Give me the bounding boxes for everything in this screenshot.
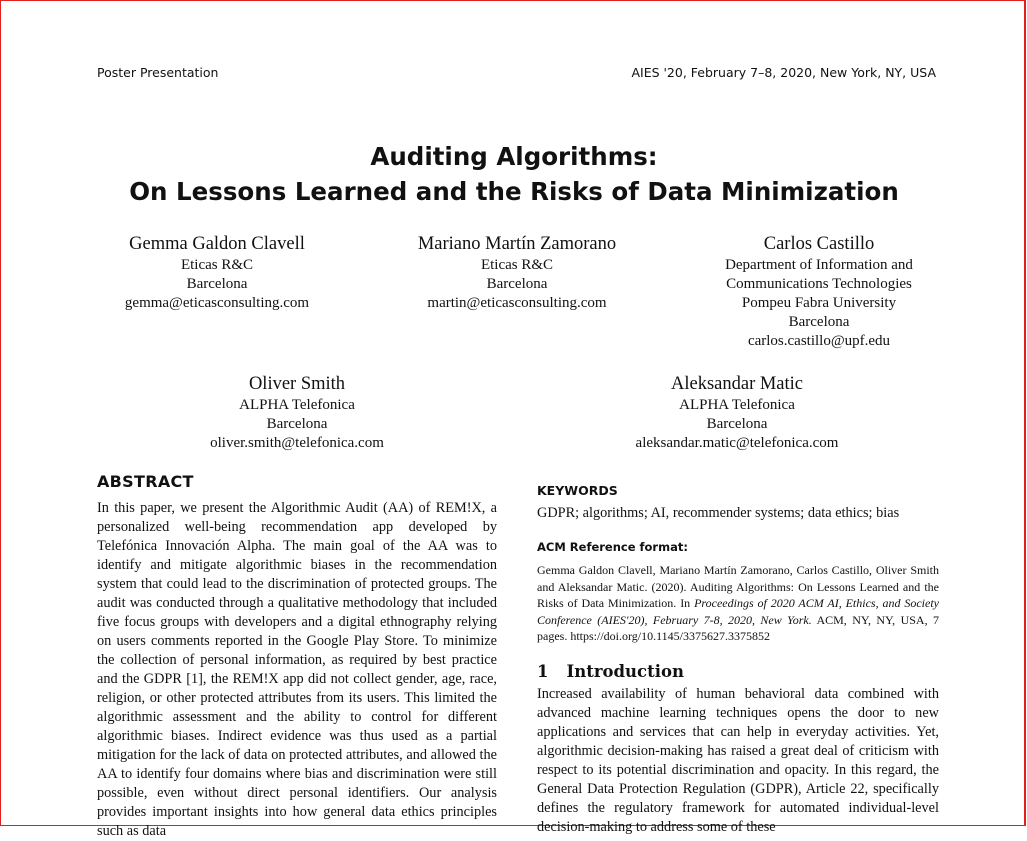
author-email: gemma@eticasconsulting.com [124, 295, 310, 311]
section-heading-introduction [537, 662, 684, 681]
author-affiliation: Pompeu Fabra University [741, 295, 897, 311]
running-header-left: Poster Presentation [97, 65, 219, 80]
paper-title [1, 139, 1027, 209]
author-affiliation: Eticas R&C [180, 257, 254, 273]
author-name: Oliver Smith [248, 374, 346, 394]
acm-reference-plain: Gemma Galdon Clavell, Mariano Martín Zamorano, Carlos Castillo, Oliver Smith and Aleksandar Matic. (2020). Auditing Algorithms: On Lessons Learned and the Risks of Data Minimization. In [537, 563, 939, 610]
section-title: Introduction [566, 662, 684, 681]
author-city: Barcelona [486, 276, 548, 292]
author-block [177, 374, 417, 453]
introduction-text: Increased availability of human behavioral data combined with advanced machine learning techniques opens the door to new applications and services that can help in everyday activities. Yet, algorithmic decision-making has raised a great deal of criticism with respect to its potential discrimination and opacity. In this regard, the General Data Protection Regulation (GDPR), Article 22, specifically defines the regulatory framework for automated individual-level decision-making to address some of these [537, 686, 939, 835]
author-city: Barcelona [186, 276, 248, 292]
author-city: Barcelona [266, 416, 328, 432]
author-city: Barcelona [706, 416, 768, 432]
author-email: carlos.castillo@upf.edu [747, 333, 891, 349]
acm-reference-heading: ACM Reference format: [537, 540, 688, 554]
keywords-heading: KEYWORDS [537, 483, 618, 498]
keywords-text: GDPR; algorithms; AI, recommender systems; data ethics; bias [537, 505, 900, 521]
abstract-text: In this paper, we present the Algorithmic Audit (AA) of REM!X, a personalized well-being recommendation app developed by Telefónica Innovación Alpha. The main goal of the AA was to identify and mitigate algorithmic biases in the recommendation system that could lead to the discrimination of protected groups. The audit was conducted through a qualitative methodology that included five focus groups with developers and a digital ethnography relying on users comments reported in the Google Play Store. To minimize the collection of personal information, as required by best practice and the GDPR [1], the REM!X app did not collect gender, age, race, religion, or other protected attributes from its users. This limited the algorithmic assessment and the ability to control for different algorithmic biases. Indirect evidence was thus used as a partial mitigation for the lack of data on protected attributes, and allowed the AA to identify four domains where bias and discrimination were still possible, even without direct personal identifiers. Our analysis provides important insights into how general data ethics principles such as data [97, 500, 497, 839]
abstract-heading: ABSTRACT [97, 472, 194, 491]
acm-reference-text [537, 562, 939, 645]
running-header-right: AIES '20, February 7–8, 2020, New York, NY, USA [631, 65, 936, 80]
paper-title-line1: Auditing Algorithms: [370, 142, 658, 171]
author-email: aleksandar.matic@telefonica.com [635, 435, 839, 451]
author-affiliation: ALPHA Telefonica [679, 397, 795, 413]
author-block [607, 374, 867, 453]
author-affiliation: ALPHA Telefonica [239, 397, 355, 413]
author-email: martin@eticasconsulting.com [427, 295, 607, 311]
author-name: Gemma Galdon Clavell [129, 234, 305, 254]
acm-reference-proceedings: Proceedings of 2020 ACM AI, Ethics, and Society Conference (AIES'20), February 7-8, 2020, New York. [537, 596, 940, 627]
author-affiliation: Communications Technologies [726, 276, 912, 292]
author-city: Barcelona [788, 314, 850, 330]
author-affiliation: Eticas R&C [480, 257, 554, 273]
author-name: Carlos Castillo [763, 234, 875, 254]
author-affiliation: Department of Information and [725, 257, 913, 273]
author-email: oliver.smith@telefonica.com [210, 435, 384, 451]
acm-reference-tail: ACM, NY, NY, USA, 7 pages. https://doi.org/10.1145/3375627.3375852 [537, 612, 939, 643]
author-block [387, 234, 647, 313]
author-block [697, 234, 941, 351]
author-block [97, 234, 337, 313]
author-name: Mariano Martín Zamorano [417, 234, 617, 254]
section-number: 1 [537, 662, 549, 681]
paper-title-line2: On Lessons Learned and the Risks of Data Minimization [129, 177, 899, 206]
author-name: Aleksandar Matic [670, 374, 804, 394]
